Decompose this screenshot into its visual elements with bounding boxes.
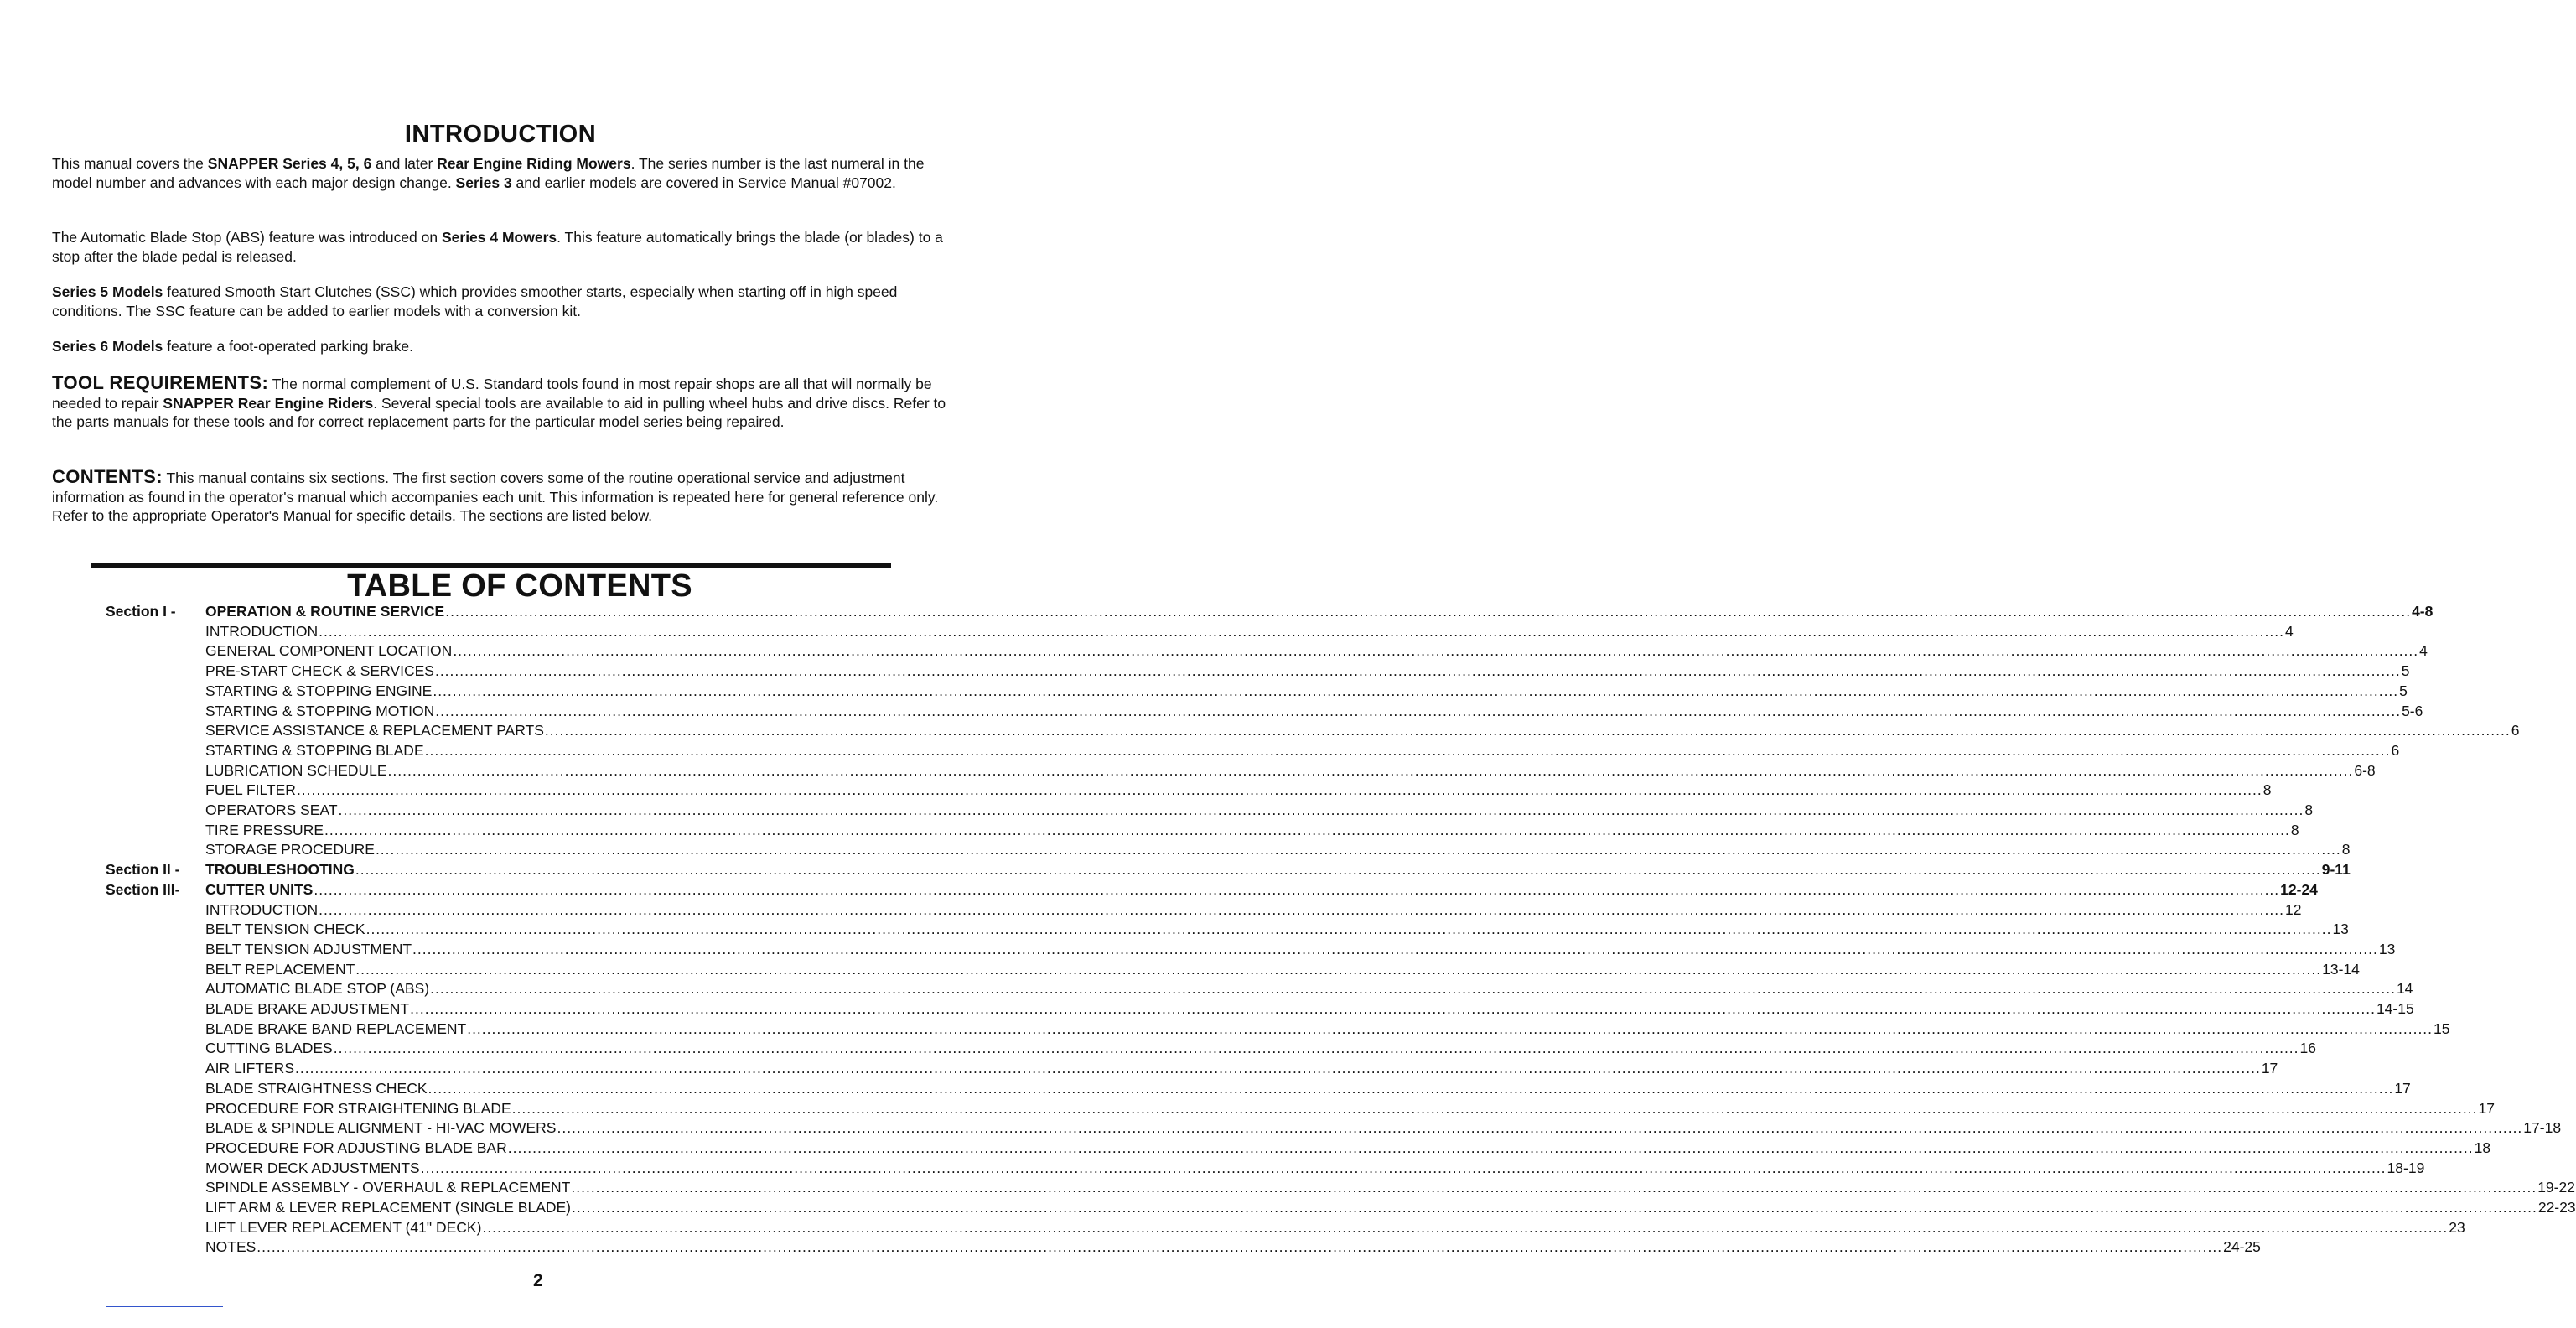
toc-dot-leader: ................................................................................................................................................................................................................................................................................................................................................................................................................ [435,702,2402,719]
toc-dot-leader: ................................................................................................................................................................................................................................................................................................................................................................................................................ [557,1119,2523,1137]
toc-entry-label: LIFT LEVER REPLACEMENT (41" DECK) [205,1218,482,1236]
toc-entry-label: SERVICE ASSISTANCE & REPLACEMENT PARTS [205,722,544,739]
toc-dot-leader: ................................................................................................................................................................................................................................................................................................................................................................................................................ [338,801,2304,818]
toc-title: TABLE OF CONTENTS [347,568,692,604]
emphasis-text: Rear Engine Riding Mowers [437,155,631,172]
toc-entry-label: SPINDLE ASSEMBLY - OVERHAUL & REPLACEMENT [205,1179,571,1196]
toc-entry-page: 24-25 [2223,1238,2261,1256]
body-text: . Several special tools are available to aid in pulling wheel hubs and drive discs. Refer to the parts manuals for these tools and for correct replacement parts for the particular model series being repaired. [52,394,946,430]
tool-requirements-paragraph [52,374,966,432]
toc-dot-leader: ................................................................................................................................................................................................................................................................................................................................................................................................................ [257,1238,2223,1256]
toc-dot-leader: ................................................................................................................................................................................................................................................................................................................................................................................................................ [355,960,2322,978]
toc-dot-leader: ................................................................................................................................................................................................................................................................................................................................................................................................................ [445,603,2412,620]
body-text: This manual covers the [52,155,208,172]
toc-entry [0,999,2414,1019]
intro-paragraph-4 [52,337,966,356]
toc-entry-page: 5-6 [2402,702,2423,719]
toc-entry-label: INTRODUCTION [205,900,319,918]
toc-entry-page: 19-22 [2537,1179,2575,1196]
toc-entry-page: 17 [2478,1099,2495,1117]
toc-entry-page: 14 [2396,980,2413,998]
body-text: and earlier models are covered in Service Manual #07002. [511,174,896,191]
body-text: This manual contains six sections. The first section covers some of the routine operational service and adjustment information as found in the operator's manual which accompanies each unit. This information is repeated here for general reference only. Refer to the appropriate Operator's Manual for specific details. The sections are listed below. [52,469,939,524]
tool-requirements-heading: TOOL REQUIREMENTS: [52,372,269,393]
toc-entry [0,1217,2465,1237]
toc-dot-leader: ................................................................................................................................................................................................................................................................................................................................................................................................................ [434,662,2401,680]
toc-entry-page: 4 [2419,642,2428,660]
toc-entry-page: 4 [2284,622,2294,640]
toc-entry-page: 8 [2290,821,2299,838]
toc-dot-leader: ................................................................................................................................................................................................................................................................................................................................................................................................................ [410,1000,2376,1017]
toc-entry-label: NOTES [205,1238,257,1256]
intro-paragraph-3 [52,283,966,320]
toc-entry-label: TIRE PRESSURE [205,821,324,838]
toc-entry-label: OPERATION & ROUTINE SERVICE [205,603,445,620]
toc-entry-page: 22-23 [2537,1199,2576,1216]
toc-entry-page: 6-8 [2354,761,2376,779]
toc-section-prefix: Section I - [106,603,176,620]
toc-entry-label: PRE-START CHECK & SERVICES [205,662,434,680]
toc-entry [0,641,2428,661]
toc-entry-page: 16 [2299,1040,2316,1057]
emphasis-text: Series 4 Mowers [441,229,557,246]
toc-entry [0,859,2351,879]
toc-entry [0,681,2408,701]
toc-dot-leader: ................................................................................................................................................................................................................................................................................................................................................................................................................ [424,741,2391,759]
toc-dot-leader: ................................................................................................................................................................................................................................................................................................................................................................................................................ [324,821,2290,838]
toc-entry [0,1098,2495,1118]
toc-entry [0,820,2299,840]
toc-entry-label: BELT TENSION ADJUSTMENT [205,940,412,957]
toc-dot-leader: ................................................................................................................................................................................................................................................................................................................................................................................................................ [571,1179,2537,1196]
toc-dot-leader: ................................................................................................................................................................................................................................................................................................................................................................................................................ [387,761,2354,779]
toc-dot-leader: ................................................................................................................................................................................................................................................................................................................................................................................................................ [333,1040,2299,1057]
toc-dot-leader: ................................................................................................................................................................................................................................................................................................................................................................................................................ [482,1218,2449,1236]
emphasis-text: Series 6 Models [52,338,163,355]
toc-entry-page: 12 [2284,900,2302,918]
toc-entry-label: AUTOMATIC BLADE STOP (ABS) [205,980,430,998]
toc-entry-label: BELT TENSION CHECK [205,921,365,938]
toc-section-prefix: Section II - [106,861,180,879]
toc-entry [0,919,2349,939]
toc-dot-leader: ................................................................................................................................................................................................................................................................................................................................................................................................................ [412,940,2378,957]
toc-entry-label: STARTING & STOPPING BLADE [205,741,424,759]
toc-entry-page: 6 [2391,741,2400,759]
toc-entry-label: BLADE BRAKE ADJUSTMENT [205,1000,410,1017]
toc-dot-leader: ................................................................................................................................................................................................................................................................................................................................................................................................................ [430,980,2396,998]
toc-entry [0,760,2376,781]
toc-entry-page: 12-24 [2280,880,2318,898]
toc-dot-leader: ................................................................................................................................................................................................................................................................................................................................................................................................................ [319,900,2284,918]
toc-dot-leader: ................................................................................................................................................................................................................................................................................................................................................................................................................ [319,622,2284,640]
toc-entry-page: 18 [2474,1139,2491,1156]
toc-divider [91,563,891,568]
toc-entry-page: 6 [2511,722,2520,739]
toc-entry [0,879,2318,900]
toc-entry-page: 23 [2449,1218,2465,1236]
toc-entry-page: 13 [2378,940,2396,957]
toc-entry-page: 13-14 [2322,960,2360,978]
toc-entry-label: LIFT ARM & LEVER REPLACEMENT (SINGLE BLADE) [205,1199,572,1216]
toc-entry-label: LUBRICATION SCHEDULE [205,761,387,779]
toc-entry [0,780,2272,800]
toc-entry [0,720,2520,740]
intro-title: INTRODUCTION [404,121,597,148]
toc-dot-leader: ................................................................................................................................................................................................................................................................................................................................................................................................................ [295,1060,2261,1077]
toc-dot-leader: ................................................................................................................................................................................................................................................................................................................................................................................................................ [511,1099,2478,1117]
toc-entry [0,1078,2411,1098]
toc-dot-leader: ................................................................................................................................................................................................................................................................................................................................................................................................................ [420,1159,2387,1176]
toc-entry-page: 4-8 [2412,603,2433,620]
toc-entry [0,1118,2562,1138]
toc-dot-leader: ................................................................................................................................................................................................................................................................................................................................................................................................................ [467,1019,2433,1037]
toc-entry [0,1177,2575,1197]
toc-entry [0,900,2302,920]
toc-dot-leader: ................................................................................................................................................................................................................................................................................................................................................................................................................ [507,1139,2474,1156]
toc-entry-page: 14-15 [2376,1000,2414,1017]
toc-dot-leader: ................................................................................................................................................................................................................................................................................................................................................................................................................ [296,781,2262,799]
emphasis-text: SNAPPER Series 4, 5, 6 [207,155,372,172]
toc-entry-page: 8 [2262,781,2272,799]
toc-entry [0,959,2360,979]
body-text: featured Smooth Start Clutches (SSC) which provides smoother starts, especially when starting off in high speed conditions. The SSC feature can be added to earlier models with a conversion kit. [52,283,898,319]
emphasis-text: SNAPPER Rear Engine Riders [163,394,374,412]
toc-dot-leader: ................................................................................................................................................................................................................................................................................................................................................................................................................ [433,682,2399,699]
toc-entry-label: BLADE & SPINDLE ALIGNMENT - HI-VAC MOWERS [205,1119,557,1137]
toc-entry-page: 18-19 [2387,1159,2425,1176]
toc-entry [0,1038,2316,1058]
toc-entry-page: 8 [2304,801,2314,818]
toc-entry-page: 8 [2341,841,2351,859]
toc-entry-label: OPERATORS SEAT [205,801,338,818]
toc-entry [0,621,2294,641]
footer-underline [106,1306,223,1307]
toc-entry-label: BLADE STRAIGHTNESS CHECK [205,1079,428,1097]
body-text: feature a foot-operated parking brake. [163,338,413,355]
toc-entry-page: 17-18 [2523,1119,2562,1137]
toc-dot-leader: ................................................................................................................................................................................................................................................................................................................................................................................................................ [544,722,2511,739]
toc-dot-leader: ................................................................................................................................................................................................................................................................................................................................................................................................................ [428,1079,2394,1097]
toc-dot-leader: ................................................................................................................................................................................................................................................................................................................................................................................................................ [365,921,2332,938]
toc-entry-label: FUEL FILTER [205,781,296,799]
body-text: . This feature automatically brings the blade (or blades) to a stop after the blade pedal is released. [52,229,943,265]
toc-entry [0,661,2410,681]
toc-section-prefix: Section III- [106,880,180,898]
toc-entry-page: 5 [2401,662,2410,680]
toc-entry [0,701,2423,721]
body-text: The Automatic Blade Stop (ABS) feature was introduced on [52,229,442,246]
emphasis-text: Series 3 [455,174,512,191]
toc-entry-label: BLADE BRAKE BAND REPLACEMENT [205,1019,467,1037]
toc-entry [0,1019,2450,1039]
toc-entry-label: TROUBLESHOOTING [205,861,355,879]
toc-entry [0,1138,2491,1158]
toc-entry-label: BELT REPLACEMENT [205,960,355,978]
toc-entry-page: 13 [2332,921,2349,938]
body-text: . The series number is the last numeral in the model number and advances with each major design change. [52,155,925,191]
toc-dot-leader: ................................................................................................................................................................................................................................................................................................................................................................................................................ [314,880,2280,898]
toc-entry [0,978,2413,999]
contents-body [52,469,938,524]
toc-entry [0,1237,2261,1257]
emphasis-text: Series 5 Models [52,283,163,300]
toc-entry [0,839,2351,859]
toc-entry-label: STARTING & STOPPING ENGINE [205,682,433,699]
toc-dot-leader: ................................................................................................................................................................................................................................................................................................................................................................................................................ [375,841,2341,859]
page-number: 2 [533,1271,543,1290]
toc-dot-leader: ................................................................................................................................................................................................................................................................................................................................................................................................................ [453,642,2419,660]
intro-paragraph-1 [52,154,966,192]
toc-entry-label: PROCEDURE FOR STRAIGHTENING BLADE [205,1099,511,1117]
toc-entry-page: 9-11 [2321,861,2351,879]
toc-entry-label: INTRODUCTION [205,622,319,640]
toc-entry [0,800,2314,820]
toc-entry-page: 17 [2394,1079,2411,1097]
toc-entry-page: 15 [2433,1019,2450,1037]
toc-entry [0,939,2396,959]
body-text: and later [371,155,438,172]
intro-paragraph-2 [52,228,966,266]
toc-entry-label: CUTTER UNITS [205,880,314,898]
toc-entry-label: STARTING & STOPPING MOTION [205,702,435,719]
toc-entry [0,1158,2425,1178]
toc-dot-leader: ................................................................................................................................................................................................................................................................................................................................................................................................................ [355,861,2321,879]
contents-paragraph [52,468,966,526]
toc-entry [0,1058,2278,1078]
toc-entry [0,740,2400,760]
toc-entry-page: 5 [2399,682,2408,699]
toc-entry-label: AIR LIFTERS [205,1060,294,1077]
toc-entry-page: 17 [2261,1060,2278,1077]
contents-heading: CONTENTS: [52,466,163,487]
toc-entry-label: PROCEDURE FOR ADJUSTING BLADE BAR [205,1139,507,1156]
body-text: The normal complement of U.S. Standard tools found in most repair shops are all that will normally be needed to repair [52,376,932,412]
toc-entry-label: GENERAL COMPONENT LOCATION [205,642,453,660]
toc-entry-label: CUTTING BLADES [205,1040,333,1057]
toc-entry-label: MOWER DECK ADJUSTMENTS [205,1159,420,1176]
toc-dot-leader: ................................................................................................................................................................................................................................................................................................................................................................................................................ [572,1199,2537,1216]
toc-entry [0,601,2433,621]
toc-entry-label: STORAGE PROCEDURE [205,841,375,859]
toc-entry [0,1197,2576,1217]
